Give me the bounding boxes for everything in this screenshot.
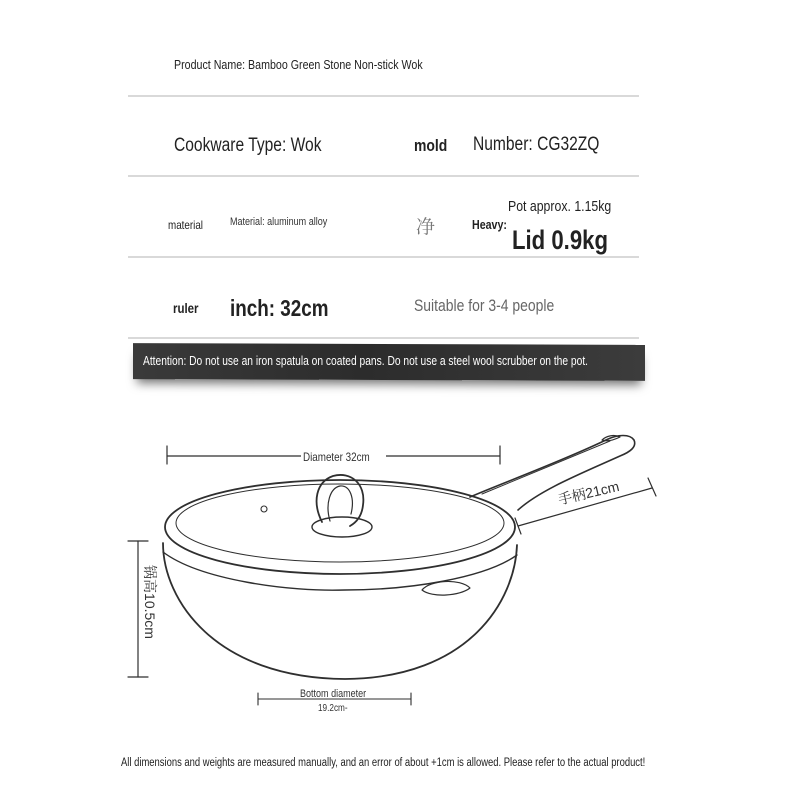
table-divider [128,95,639,97]
attention-text: Attention: Do not use an iron spatula on coated pans. Do not use a steel wool scrubber on the pot. [143,354,589,368]
pot-weight: Pot approx. 1.15kg [508,198,612,215]
model-number: Number: CG32ZQ [473,134,600,155]
size-value: inch: 32cm [230,295,329,321]
table-divider [128,256,639,258]
net-weight-glyph: 净 [416,217,436,238]
lid-inner-rim [176,484,504,562]
cookware-type: Cookware Type: Wok [174,135,322,156]
people-value: Suitable for 3-4 people [414,296,555,315]
lid-knob-base [312,517,372,537]
lid-weight: Lid 0.9kg [512,225,633,256]
material-value: Material: aluminum alloy [230,216,328,228]
ruler-label: ruler [173,300,199,316]
bottom-diameter-value: 19.2cm- [318,703,348,714]
height-label: 锅高10.5cm [141,565,158,639]
handle-length-label: 手柄21cm [556,477,621,508]
material-label: material [168,218,204,232]
lid-knob-inner [328,486,352,521]
wok-lid [165,480,515,574]
table-divider [128,175,639,177]
product-name: Product Name: Bamboo Green Stone Non-stick Wok [174,57,423,72]
wok-body [163,543,517,679]
wok-diagram [0,380,800,740]
weight-label: Heavy: [472,217,507,232]
table-divider [128,337,639,339]
bottom-diameter-label: Bottom diameter [300,688,367,700]
mold-label: mold [414,136,448,155]
wok-handle [470,436,635,511]
steam-vent-icon [261,506,267,512]
diameter-label: Diameter 32cm [301,450,386,464]
footer-note: All dimensions and weights are measured manually, and an error of about +1cm is allowed. Please refer to the actual product! [121,757,646,769]
